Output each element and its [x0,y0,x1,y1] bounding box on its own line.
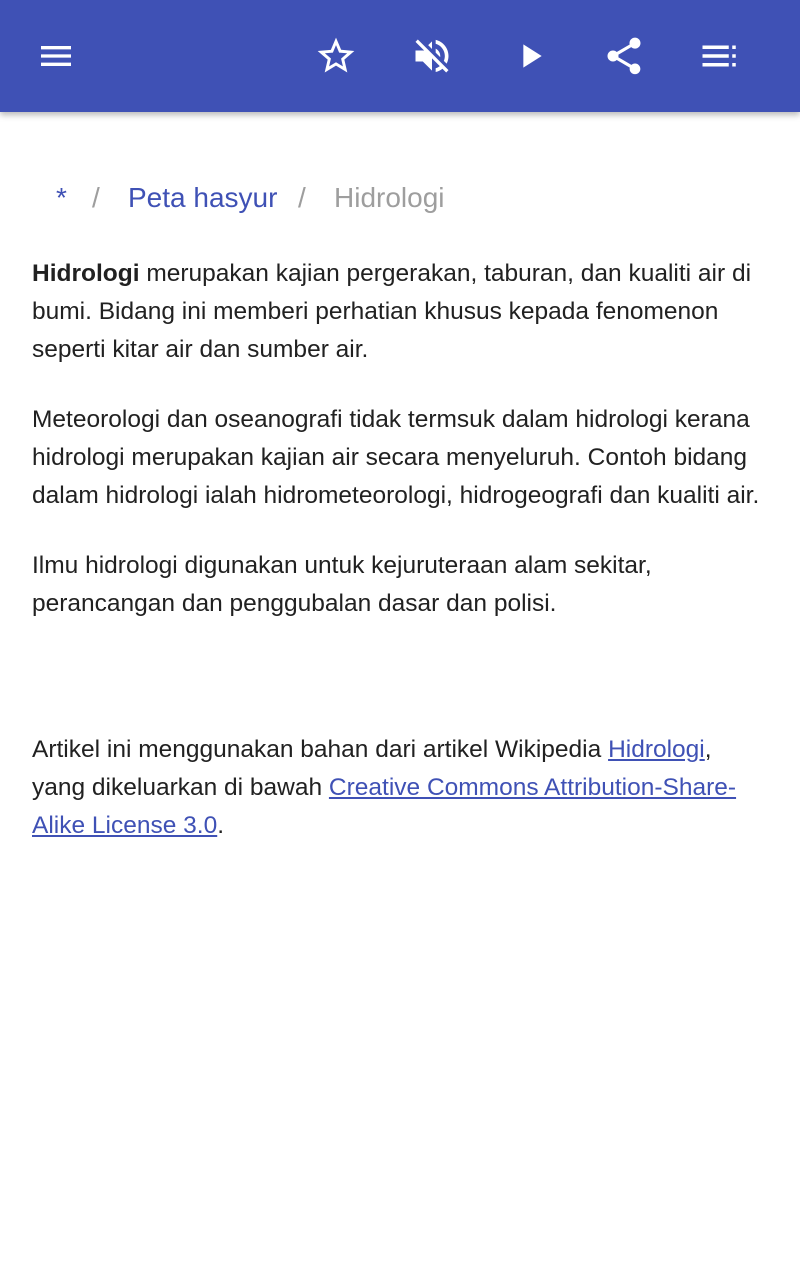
breadcrumb-separator: / [92,182,100,213]
breadcrumb-current: Hidrologi [334,182,445,213]
breadcrumb-parent-link[interactable]: Peta hasyur [128,182,278,213]
article-term: Hidrologi [32,260,140,287]
attribution-suffix: . [217,812,225,839]
play-button[interactable] [502,28,558,84]
contents-button[interactable] [692,28,748,84]
attribution-prefix: Artikel ini menggunakan bahan dari artikel Wikipedia [32,736,609,763]
attribution-middle: , yang dikeluarkan di bawah [32,736,712,801]
article-paragraph [32,255,768,369]
article-paragraph: Ilmu hidrologi digunakan untuk kejuruteraan alam sekitar, perancangan dan penggubalan dasar dan polisi. [32,552,652,617]
playlist-icon [699,35,741,77]
share-icon [602,34,646,78]
article-body [32,255,768,655]
play-icon [510,36,550,76]
mute-button[interactable] [404,28,460,84]
wikipedia-article-link[interactable]: Hidrologi [608,736,705,763]
attribution-note [32,731,768,845]
star-outline-icon [314,34,358,78]
breadcrumb-separator: / [298,182,306,213]
menu-icon [36,36,76,76]
app-bar [0,0,800,112]
article-paragraph-text: merupakan kajian pergerakan, taburan, dan kualiti air di bumi. Bidang ini memberi perhatian khusus kepada fenomenon seperti kitar air dan sumber air. [32,260,752,363]
license-link[interactable]: Creative Commons Attribution-Share-Alike License 3.0 [32,774,737,839]
menu-button[interactable] [28,28,84,84]
article-paragraph: Meteorologi dan oseanografi tidak termsuk dalam hidrologi kerana hidrologi merupakan kajian air secara menyeluruh. Contoh bidang dalam hidrologi ialah hidrometeorologi, hidrogeografi dan kualiti air. [32,406,760,509]
breadcrumb-home-link[interactable]: * [56,182,67,213]
share-button[interactable] [596,28,652,84]
bookmark-button[interactable] [308,28,364,84]
volume-off-icon [410,34,454,78]
